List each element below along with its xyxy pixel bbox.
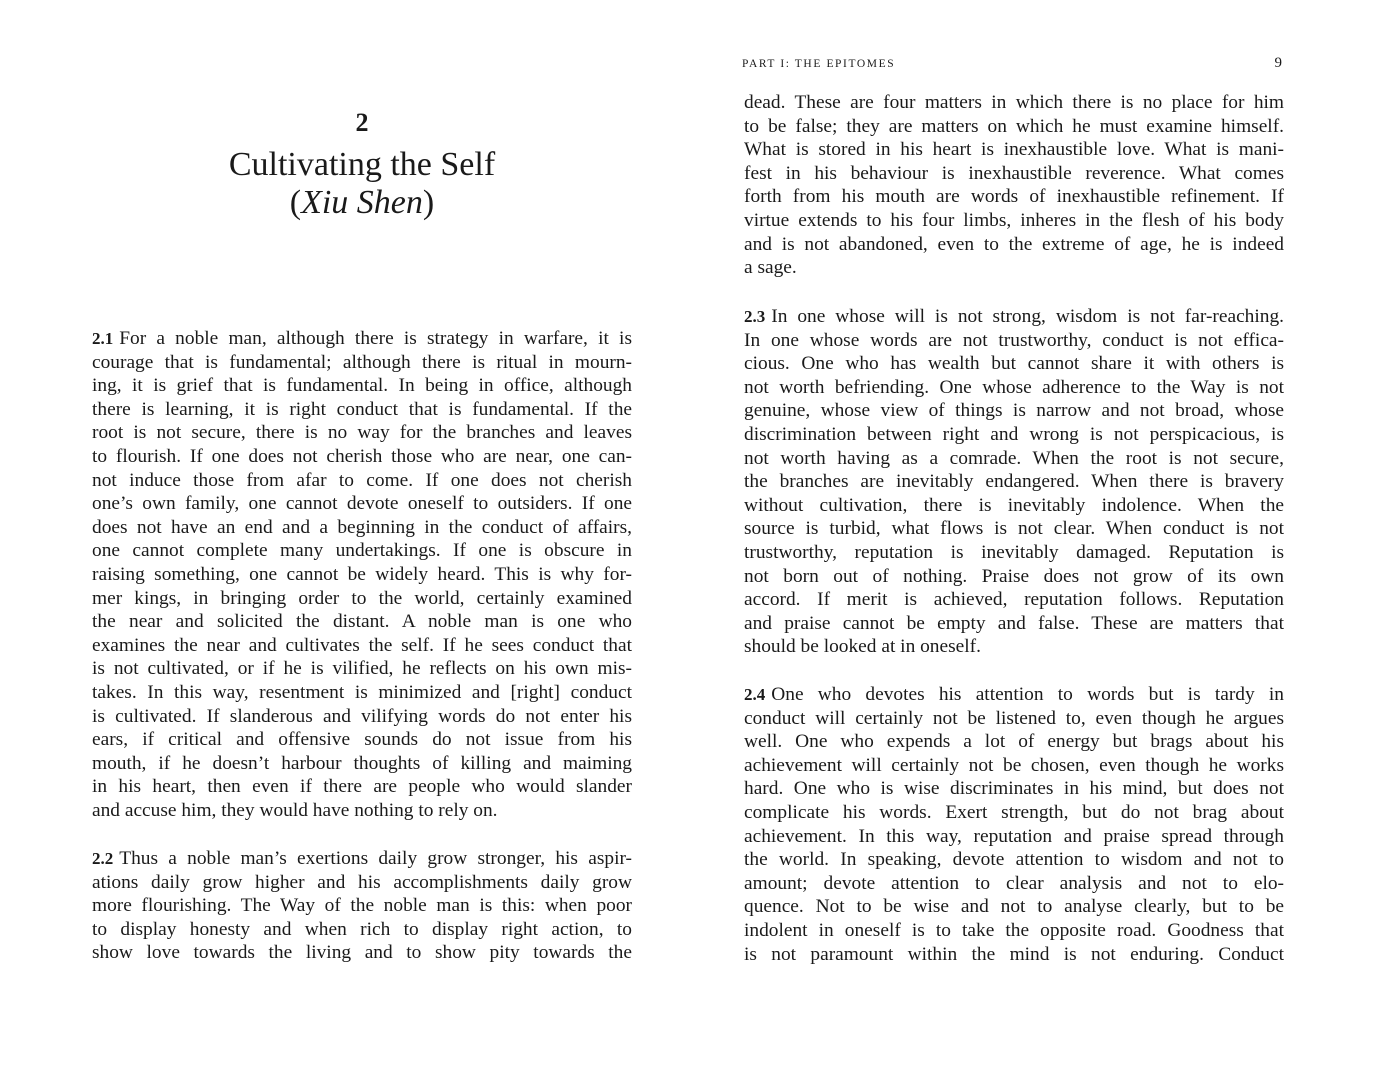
text-line: complicate his words. Exert strength, but do not brag about	[744, 801, 1284, 823]
text-line: not worth having as a comrade. When the root is not secure,	[744, 447, 1284, 469]
text-line: well. One who expends a lot of energy but brags about his	[744, 731, 1284, 753]
subtitle-italic: Xiu Shen	[301, 184, 423, 221]
text-line: forth from his mouth are words of inexhaustible refinement. If	[744, 186, 1284, 208]
text-line: is not cultivated, or if he is vilified, he reflects on his own mis-	[92, 658, 632, 680]
text-line: hard. One who is wise discriminates in his mind, but does not	[744, 778, 1284, 800]
page-number: 9	[1274, 55, 1282, 71]
text-line: 2.3 In one whose will is not strong, wisdom is not far-reaching.	[744, 306, 1284, 327]
section-2-4	[744, 683, 1284, 966]
text-line: fest in his behaviour is inexhaustible reverence. What comes	[744, 162, 1284, 184]
chapter-title: Cultivating the Self	[228, 146, 496, 183]
subtitle-open-paren: (	[289, 184, 302, 221]
section-number: 2.3	[744, 307, 766, 326]
section-number: 2.1	[92, 329, 114, 348]
text-line: In one whose words are not trustworthy, conduct is not effica-	[744, 329, 1284, 351]
text-line: indolent in oneself is to take the opposite road. Goodness that	[744, 919, 1284, 941]
text-line: achievement will certainly not be chosen, even though he works	[744, 754, 1284, 776]
text-line: is cultivated. If slanderous and vilifying words do not enter his	[92, 705, 632, 727]
text-line: ations daily grow higher and his accomplishments daily grow	[92, 871, 632, 893]
text-line: show love towards the living and to show pity towards the	[92, 942, 632, 964]
text-line: mouth, if he doesn’t harbour thoughts of killing and maiming	[92, 752, 632, 774]
text-line: genuine, whose view of things is narrow and not broad, whose	[744, 400, 1284, 422]
section-2-2-continuation	[744, 91, 1284, 280]
text-line: raising something, one cannot be widely heard. This is why for-	[92, 563, 632, 585]
text-line: discrimination between right and wrong is not perspicacious, is	[744, 423, 1284, 445]
text-line: 2.2 Thus a noble man’s exertions daily grow stronger, his aspir-	[92, 848, 632, 869]
text-line: source is turbid, what flows is not clear. When conduct is not	[744, 518, 1284, 540]
text-line: 2.1 For a noble man, although there is strategy in warfare, it is	[92, 328, 632, 349]
text-line: ears, if critical and offensive sounds do not issue from his	[92, 729, 632, 751]
section-number: 2.2	[92, 849, 114, 868]
subtitle-close-paren: )	[422, 184, 435, 221]
text-line: quence. Not to be wise and not to analyse clearly, but to be	[744, 896, 1284, 918]
text-line: without cultivation, there is inevitably indolence. When the	[744, 494, 1284, 516]
text-line: one cannot complete many undertakings. If one is obscure in	[92, 540, 632, 562]
text-line: conduct will certainly not be listened to, even though he argues	[744, 707, 1284, 729]
text-line: to be false; they are matters on which he must examine himself.	[744, 115, 1284, 137]
text-line: examines the near and cultivates the self. If he sees conduct that	[92, 634, 632, 656]
text-line: and accuse him, they would have nothing to rely on.	[92, 799, 498, 821]
text-line: virtue extends to his four limbs, inheres in the flesh of his body	[744, 209, 1284, 231]
text-line: accord. If merit is achieved, reputation follows. Reputation	[744, 589, 1284, 611]
text-line: is not paramount within the mind is not enduring. Conduct	[744, 943, 1284, 965]
right-page	[688, 0, 1376, 1080]
text-line: one’s own family, one cannot devote oneself to outsiders. If one	[92, 493, 632, 515]
text-line: does not have an end and a beginning in the conduct of affairs,	[92, 516, 632, 538]
text-line: the near and solicited the distant. A noble man is one who	[92, 611, 632, 633]
text-line: to flourish. If one does not cherish those who are near, one can-	[92, 445, 632, 467]
chapter-subtitle	[92, 184, 632, 222]
text-line: not worth befriending. One whose adherence to the Way is not	[744, 376, 1284, 398]
chapter-number: 2	[355, 108, 369, 137]
text-line: and is not abandoned, even to the extreme of age, he is indeed	[744, 233, 1284, 255]
text-line: the world. In speaking, devote attention to wisdom and not to	[744, 849, 1284, 871]
section-2-2	[92, 847, 632, 965]
text-line: What is stored in his heart is inexhaustible love. What is mani-	[744, 139, 1284, 161]
text-line: mer kings, in bringing order to the world, certainly examined	[92, 587, 632, 609]
text-line: 2.4 One who devotes his attention to words but is tardy in	[744, 684, 1284, 705]
text-line: courage that is fundamental; although there is ritual in mourn-	[92, 351, 632, 373]
text-line: and praise cannot be empty and false. These are matters that	[744, 612, 1284, 634]
section-number: 2.4	[744, 685, 766, 704]
text-line: not born out of nothing. Praise does not grow of its own	[744, 565, 1284, 587]
text-line: cious. One who has wealth but cannot share it with others is	[744, 353, 1284, 375]
text-line: ing, it is grief that is fundamental. In being in office, although	[92, 375, 632, 397]
section-2-1	[92, 327, 632, 822]
text-line: to display honesty and when rich to display right action, to	[92, 918, 632, 940]
text-line: more flourishing. The Way of the noble man is this: when poor	[92, 895, 632, 917]
text-line: dead. These are four matters in which there is no place for him	[744, 92, 1284, 113]
text-line: the branches are inevitably endangered. When there is bravery	[744, 471, 1284, 493]
running-head: PART I: THE EPITOMES	[742, 58, 896, 70]
text-line: a sage.	[744, 257, 797, 279]
text-line: should be looked at in oneself.	[744, 636, 981, 658]
text-line: there is learning, it is right conduct that is fundamental. If the	[92, 398, 632, 420]
text-line: takes. In this way, resentment is minimized and [right] conduct	[92, 681, 632, 703]
text-line: root is not secure, there is no way for the branches and leaves	[92, 422, 632, 444]
text-line: achievement. In this way, reputation and praise spread through	[744, 825, 1284, 847]
section-2-3	[744, 305, 1284, 659]
text-line: amount; devote attention to clear analysis and not to elo-	[744, 872, 1284, 894]
text-line: not induce those from afar to come. If one does not cherish	[92, 469, 632, 491]
text-line: in his heart, then even if there are people who would slander	[92, 776, 632, 798]
text-line: trustworthy, reputation is inevitably damaged. Reputation is	[744, 541, 1284, 563]
